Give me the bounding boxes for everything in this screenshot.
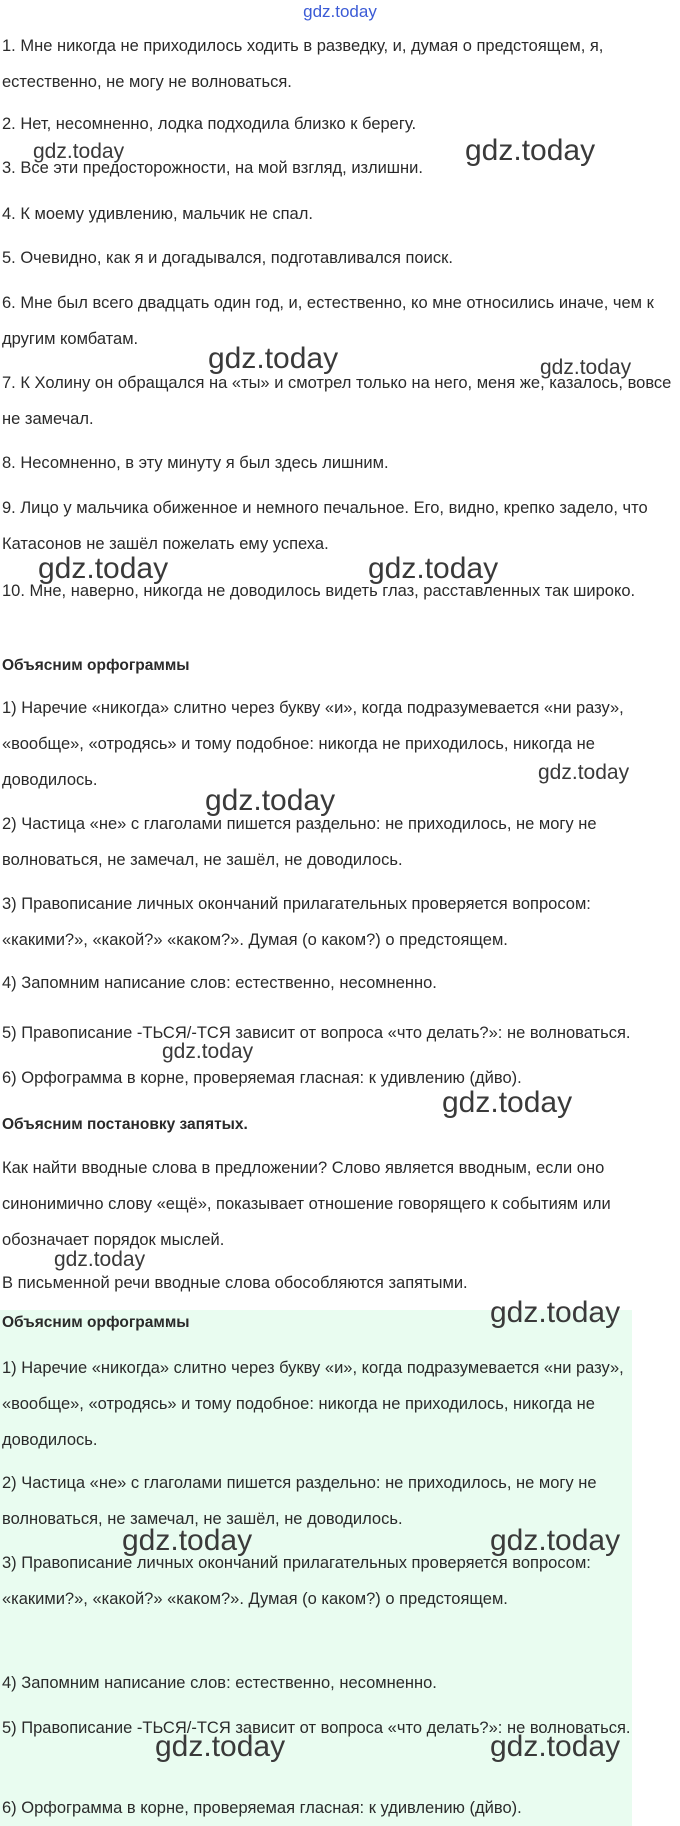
sentence-6: 6. Мне был всего двадцать один год, и, естественно, ко мне относились иначе, чем к другим комбатам. (2, 294, 654, 348)
spelling-item-4: 4) Запомним написание слов: естественно, несомненно. (2, 974, 437, 992)
spelling-item-3: 3) Правописание личных окончаний прилагательных проверяется вопросом: «какими?», «какой?» «каком?». Думая (о каком?) о предстоящем. (2, 895, 591, 949)
spelling-item-5: 5) Правописание -ТЬСЯ/-ТСЯ зависит от вопроса «что делать?»: не волноваться. (2, 1024, 631, 1042)
watermark: gdz.today (368, 552, 499, 585)
spelling-item-1: 1) Наречие «никогда» слитно через букву «и», когда подразумевается «ни разу», «вообще», «отродясь» и тому подобное: никогда не приходилось, никогда не доводилось. (2, 699, 624, 789)
commas-paragraph-1: Как найти вводные слова в предложении? Слово является вводным, если оно синонимично слову «ещё», показывает отношение говорящего к событиям или обозначает порядок мыслей. (2, 1159, 611, 1249)
watermark: gdz.today (155, 1730, 286, 1763)
spelling-item-2: 2) Частица «не» с глаголами пишется раздельно: не приходилось, не могу не волноваться, не замечал, не зашёл, не доводилось. (2, 815, 597, 869)
spelling-item-6: 6) Орфограмма в корне, проверяемая гласная: к удивлению (дйво). (2, 1069, 522, 1087)
repeat-item-1: 1) Наречие «никогда» слитно через букву «и», когда подразумевается «ни разу», «вообще», «отродясь» и тому подобное: никогда не приходилось, никогда не доводилось. (2, 1359, 624, 1449)
sentence-7: 7. К Холину он обращался на «ты» и смотрел только на него, меня же, казалось, вовсе не замечал. (2, 374, 672, 428)
watermark: gdz.today (54, 1248, 146, 1271)
watermark: gdz.today (208, 342, 339, 375)
repeat-item-4: 4) Запомним написание слов: естественно, несомненно. (2, 1674, 437, 1692)
sentence-3: 3. Все эти предосторожности, на мой взгляд, излишни. (2, 159, 423, 177)
sentence-5: 5. Очевидно, как я и догадывался, подготавливался поиск. (2, 249, 453, 267)
sentence-4: 4. К моему удивлению, мальчик не спал. (2, 205, 313, 223)
watermark: gdz.today (442, 1086, 573, 1119)
sentence-1: 1. Мне никогда не приходилось ходить в разведку, и, думая о предстоящем, я, естественно, не могу не волноваться. (2, 37, 604, 91)
repeat-item-2: 2) Частица «не» с глаголами пишется раздельно: не приходилось, не могу не волноваться, не замечал, не зашёл, не доводилось. (2, 1474, 597, 1528)
watermark: gdz.today (162, 1040, 254, 1063)
watermark: gdz.today (540, 356, 632, 379)
sentence-10: 10. Мне, наверно, никогда не доводилось видеть глаз, расставленных так широко. (2, 582, 636, 600)
commas-paragraph-2: В письменной речи вводные слова обособляются запятыми. (2, 1274, 468, 1292)
site-logo[interactable]: gdz.today (303, 2, 377, 21)
repeat-item-6: 6) Орфограмма в корне, проверяемая гласная: к удивлению (дйво). (2, 1799, 522, 1817)
watermark: gdz.today (490, 1730, 621, 1763)
section-heading-spelling: Объясним орфограммы (2, 657, 190, 674)
watermark: gdz.today (205, 784, 336, 817)
sentence-2: 2. Нет, несомненно, лодка подходила близко к берегу. (2, 115, 417, 133)
watermark: gdz.today (122, 1524, 253, 1557)
section-heading-spelling-repeat: Объясним орфограммы (2, 1314, 190, 1331)
watermark: gdz.today (38, 552, 169, 585)
repeat-item-3: 3) Правописание личных окончаний прилагательных проверяется вопросом: «какими?», «какой?» «каком?». Думая (о каком?) о предстоящем. (2, 1554, 591, 1608)
repeat-item-5: 5) Правописание -ТЬСЯ/-ТСЯ зависит от вопроса «что делать?»: не волноваться. (2, 1719, 631, 1737)
sentence-8: 8. Несомненно, в эту минуту я был здесь лишним. (2, 454, 389, 472)
watermark: gdz.today (465, 134, 596, 167)
sentence-9: 9. Лицо у мальчика обиженное и немного печальное. Его, видно, крепко задело, что Катасонов не зашёл пожелать ему успеха. (2, 499, 648, 553)
watermark: gdz.today (490, 1296, 621, 1329)
watermark: gdz.today (490, 1524, 621, 1557)
section-heading-commas: Объясним постановку запятых. (2, 1116, 248, 1133)
watermark: gdz.today (538, 761, 630, 784)
watermark: gdz.today (33, 140, 125, 163)
